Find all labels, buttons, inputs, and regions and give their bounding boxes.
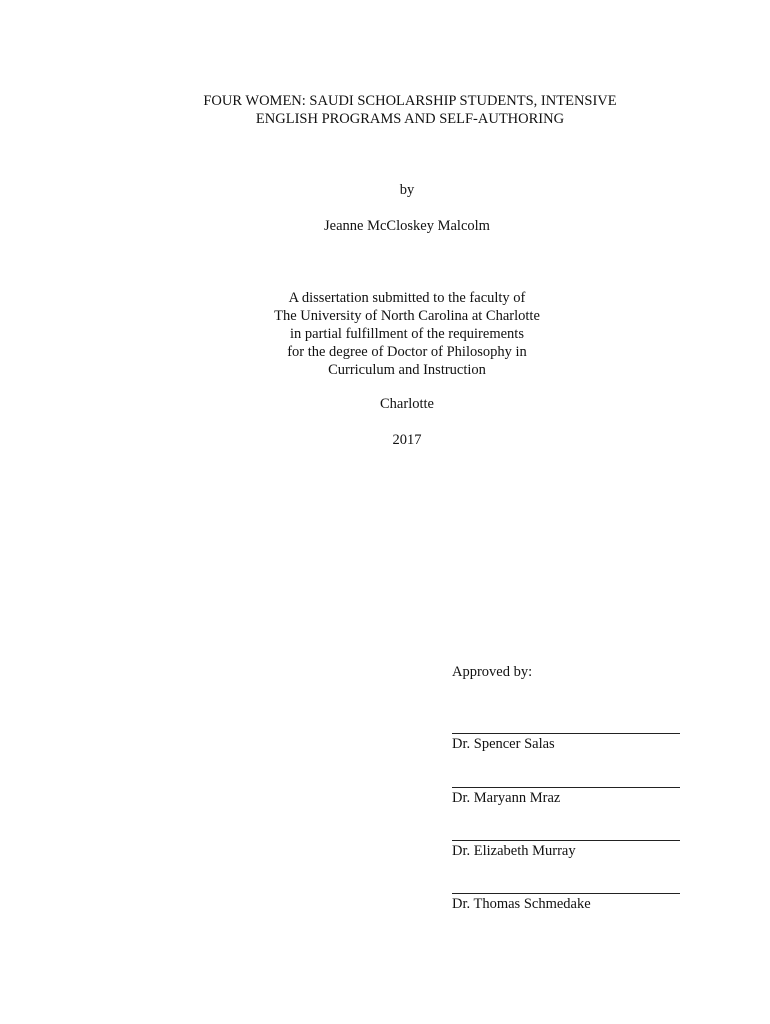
submission-statement <box>200 289 614 379</box>
signatory-name: Dr. Spencer Salas <box>452 736 555 752</box>
year: 2017 <box>392 432 422 448</box>
signature-block <box>452 787 680 807</box>
signature-block <box>452 840 680 860</box>
approved-by-label: Approved by: <box>452 664 533 680</box>
place: Charlotte <box>380 396 434 412</box>
signature-block <box>452 733 680 753</box>
dissertation-title <box>180 92 640 128</box>
signature-line <box>452 787 680 788</box>
statement-line: A dissertation submitted to the faculty of <box>288 290 526 306</box>
signature-line <box>452 893 680 894</box>
title-line-2: ENGLISH PROGRAMS AND SELF-AUTHORING <box>255 111 565 127</box>
statement-line: Curriculum and Instruction <box>328 362 486 378</box>
by-label: by <box>399 182 415 198</box>
title-line-1: FOUR WOMEN: SAUDI SCHOLARSHIP STUDENTS, INTENSIVE <box>203 93 617 109</box>
signature-line <box>452 733 680 734</box>
signatory-name: Dr. Maryann Mraz <box>452 790 561 806</box>
statement-line: in partial fulfillment of the requirements <box>290 326 524 342</box>
author-name: Jeanne McCloskey Malcolm <box>324 218 490 234</box>
statement-line: The University of North Carolina at Charlotte <box>274 308 540 324</box>
statement-line: for the degree of Doctor of Philosophy in <box>287 344 527 360</box>
signatory-name: Dr. Elizabeth Murray <box>452 843 576 859</box>
signature-line <box>452 840 680 841</box>
signatory-name: Dr. Thomas Schmedake <box>452 896 591 912</box>
signature-block <box>452 893 680 913</box>
